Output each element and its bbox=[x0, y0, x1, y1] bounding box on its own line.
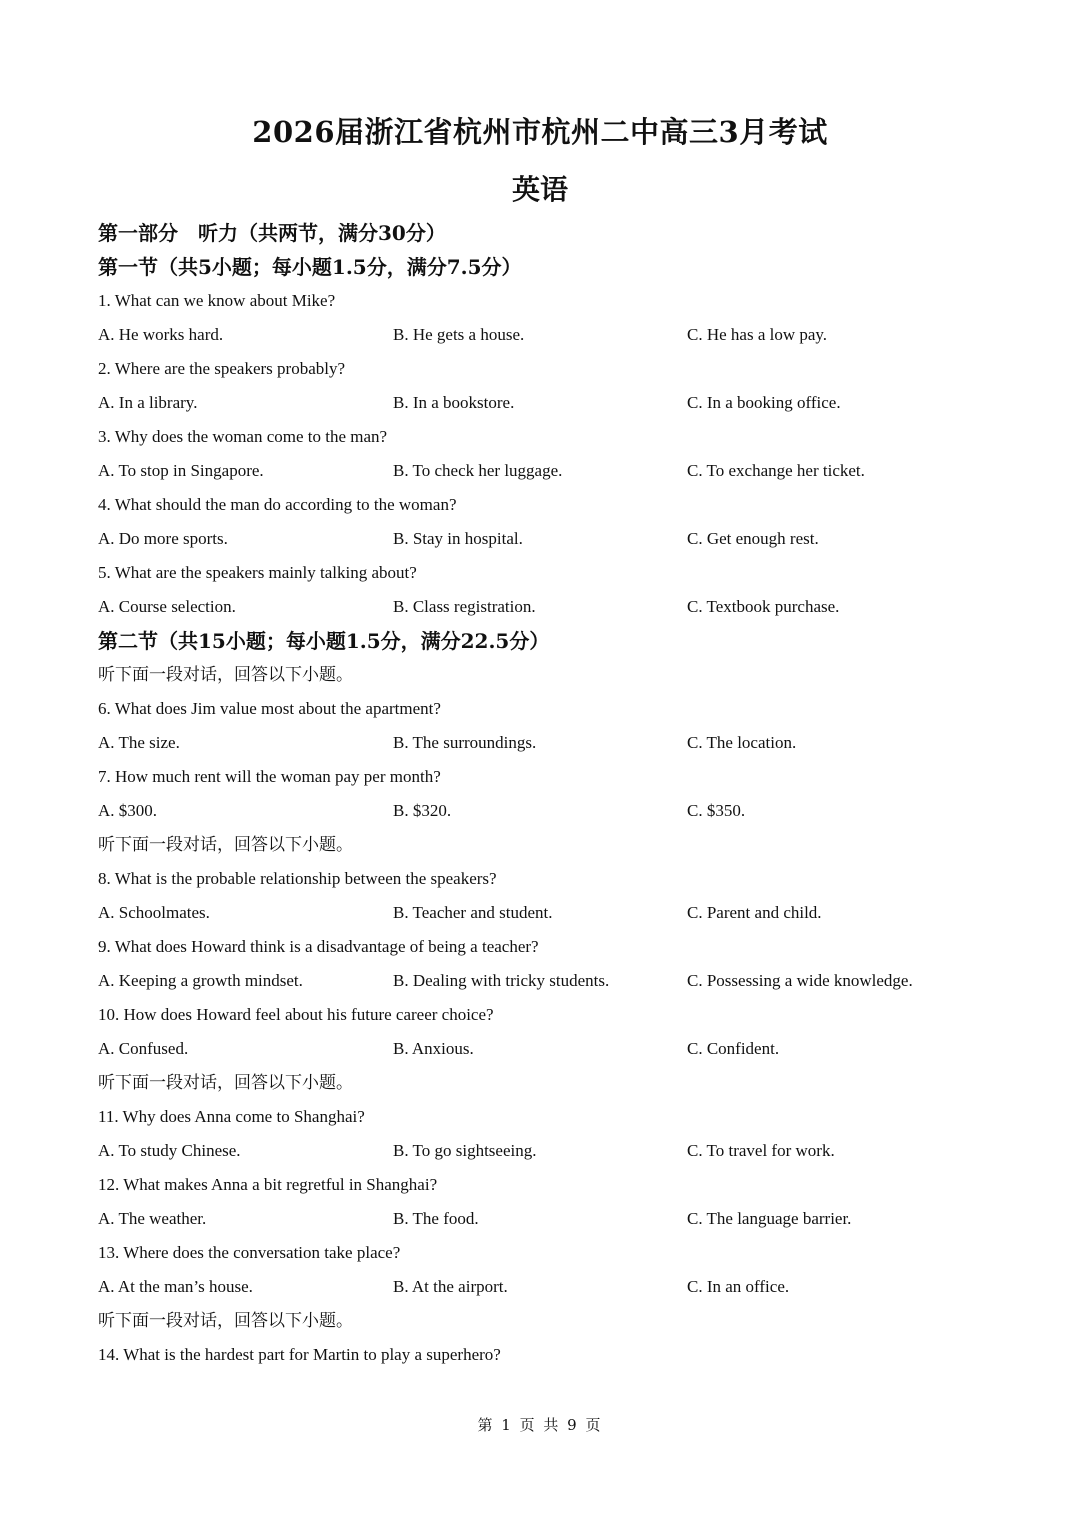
option-c: C. In a booking office. bbox=[687, 393, 841, 412]
page-footer: 第 1 页 共 9 页 bbox=[477, 1416, 603, 1434]
section-heading: 第一节（共5小题；每小题1.5分，满分7.5分） bbox=[98, 255, 522, 279]
answer-options-row bbox=[98, 522, 998, 556]
answer-options-row bbox=[98, 964, 998, 998]
option-b: B. Anxious. bbox=[393, 1039, 474, 1058]
option-c: C. Possessing a wide knowledge. bbox=[687, 971, 913, 990]
question-text: 8. What is the probable relationship between the speakers? bbox=[98, 869, 497, 888]
option-b: B. Stay in hospital. bbox=[393, 529, 523, 548]
option-a: A. To stop in Singapore. bbox=[98, 461, 264, 480]
option-b: B. In a bookstore. bbox=[393, 393, 515, 412]
listening-instruction: 听下面一段对话，回答以下小题。 bbox=[98, 835, 353, 855]
option-a: A. Confused. bbox=[98, 1039, 189, 1058]
question-text: 11. Why does Anna come to Shanghai? bbox=[98, 1107, 365, 1126]
subject-title: 英语 bbox=[511, 173, 568, 206]
option-c: C. To travel for work. bbox=[687, 1141, 835, 1160]
option-c: C. In an office. bbox=[687, 1277, 790, 1296]
answer-options-row bbox=[98, 590, 998, 624]
answer-options-row bbox=[98, 318, 998, 352]
answer-options-row bbox=[98, 454, 998, 488]
option-a: A. Keeping a growth mindset. bbox=[98, 971, 303, 990]
section-heading: 第一部分 听力（共两节，满分30分） bbox=[98, 221, 446, 245]
question-text: 5. What are the speakers mainly talking about? bbox=[98, 563, 417, 582]
option-c: C. The language barrier. bbox=[687, 1209, 852, 1228]
option-a: A. Schoolmates. bbox=[98, 903, 210, 922]
option-c: C. To exchange her ticket. bbox=[687, 461, 865, 480]
option-a: A. Do more sports. bbox=[98, 529, 228, 548]
option-a: A. In a library. bbox=[98, 393, 198, 412]
exam-title: 2026届浙江省杭州市杭州二中高三3月考试 bbox=[252, 115, 828, 149]
option-b: B. To check her luggage. bbox=[393, 461, 563, 480]
listening-instruction: 听下面一段对话，回答以下小题。 bbox=[98, 665, 353, 685]
answer-options-row bbox=[98, 1032, 998, 1066]
answer-options-row bbox=[98, 386, 998, 420]
section-heading: 第二节（共15小题；每小题1.5分，满分22.5分） bbox=[98, 629, 550, 653]
option-b: B. Teacher and student. bbox=[393, 903, 553, 922]
option-c: C. $350. bbox=[687, 801, 746, 820]
option-b: B. $320. bbox=[393, 801, 452, 820]
option-a: A. To study Chinese. bbox=[98, 1141, 241, 1160]
question-text: 12. What makes Anna a bit regretful in Shanghai? bbox=[98, 1175, 438, 1194]
option-a: A. $300. bbox=[98, 801, 158, 820]
listening-instruction: 听下面一段对话，回答以下小题。 bbox=[98, 1073, 353, 1093]
option-a: A. Course selection. bbox=[98, 597, 236, 616]
answer-options-row bbox=[98, 896, 998, 930]
option-b: B. Dealing with tricky students. bbox=[393, 971, 610, 990]
question-text: 4. What should the man do according to the woman? bbox=[98, 495, 457, 514]
question-text: 1. What can we know about Mike? bbox=[98, 291, 336, 310]
question-text: 14. What is the hardest part for Martin to play a superhero? bbox=[98, 1345, 501, 1364]
option-c: C. Textbook purchase. bbox=[687, 597, 840, 616]
option-b: B. At the airport. bbox=[393, 1277, 508, 1296]
option-c: C. Parent and child. bbox=[687, 903, 822, 922]
answer-options-row bbox=[98, 1270, 998, 1304]
answer-options-row bbox=[98, 1202, 998, 1236]
exam-content bbox=[98, 216, 998, 1372]
option-c: C. He has a low pay. bbox=[687, 325, 828, 344]
option-b: B. He gets a house. bbox=[393, 325, 525, 344]
answer-options-row bbox=[98, 1134, 998, 1168]
question-text: 10. How does Howard feel about his future career choice? bbox=[98, 1005, 494, 1024]
answer-options-row bbox=[98, 794, 998, 828]
option-b: B. To go sightseeing. bbox=[393, 1141, 537, 1160]
question-text: 6. What does Jim value most about the apartment? bbox=[98, 699, 441, 718]
option-a: A. He works hard. bbox=[98, 325, 224, 344]
option-a: A. At the man’s house. bbox=[98, 1277, 253, 1296]
option-c: C. Get enough rest. bbox=[687, 529, 819, 548]
option-a: A. The weather. bbox=[98, 1209, 207, 1228]
option-b: B. The food. bbox=[393, 1209, 479, 1228]
option-a: A. The size. bbox=[98, 733, 180, 752]
option-b: B. Class registration. bbox=[393, 597, 536, 616]
listening-instruction: 听下面一段对话，回答以下小题。 bbox=[98, 1311, 353, 1331]
option-c: C. The location. bbox=[687, 733, 797, 752]
question-text: 9. What does Howard think is a disadvantage of being a teacher? bbox=[98, 937, 539, 956]
question-text: 3. Why does the woman come to the man? bbox=[98, 427, 388, 446]
option-b: B. The surroundings. bbox=[393, 733, 537, 752]
question-text: 2. Where are the speakers probably? bbox=[98, 359, 346, 378]
option-c: C. Confident. bbox=[687, 1039, 780, 1058]
question-text: 13. Where does the conversation take place? bbox=[98, 1243, 401, 1262]
answer-options-row bbox=[98, 726, 998, 760]
question-text: 7. How much rent will the woman pay per month? bbox=[98, 767, 441, 786]
